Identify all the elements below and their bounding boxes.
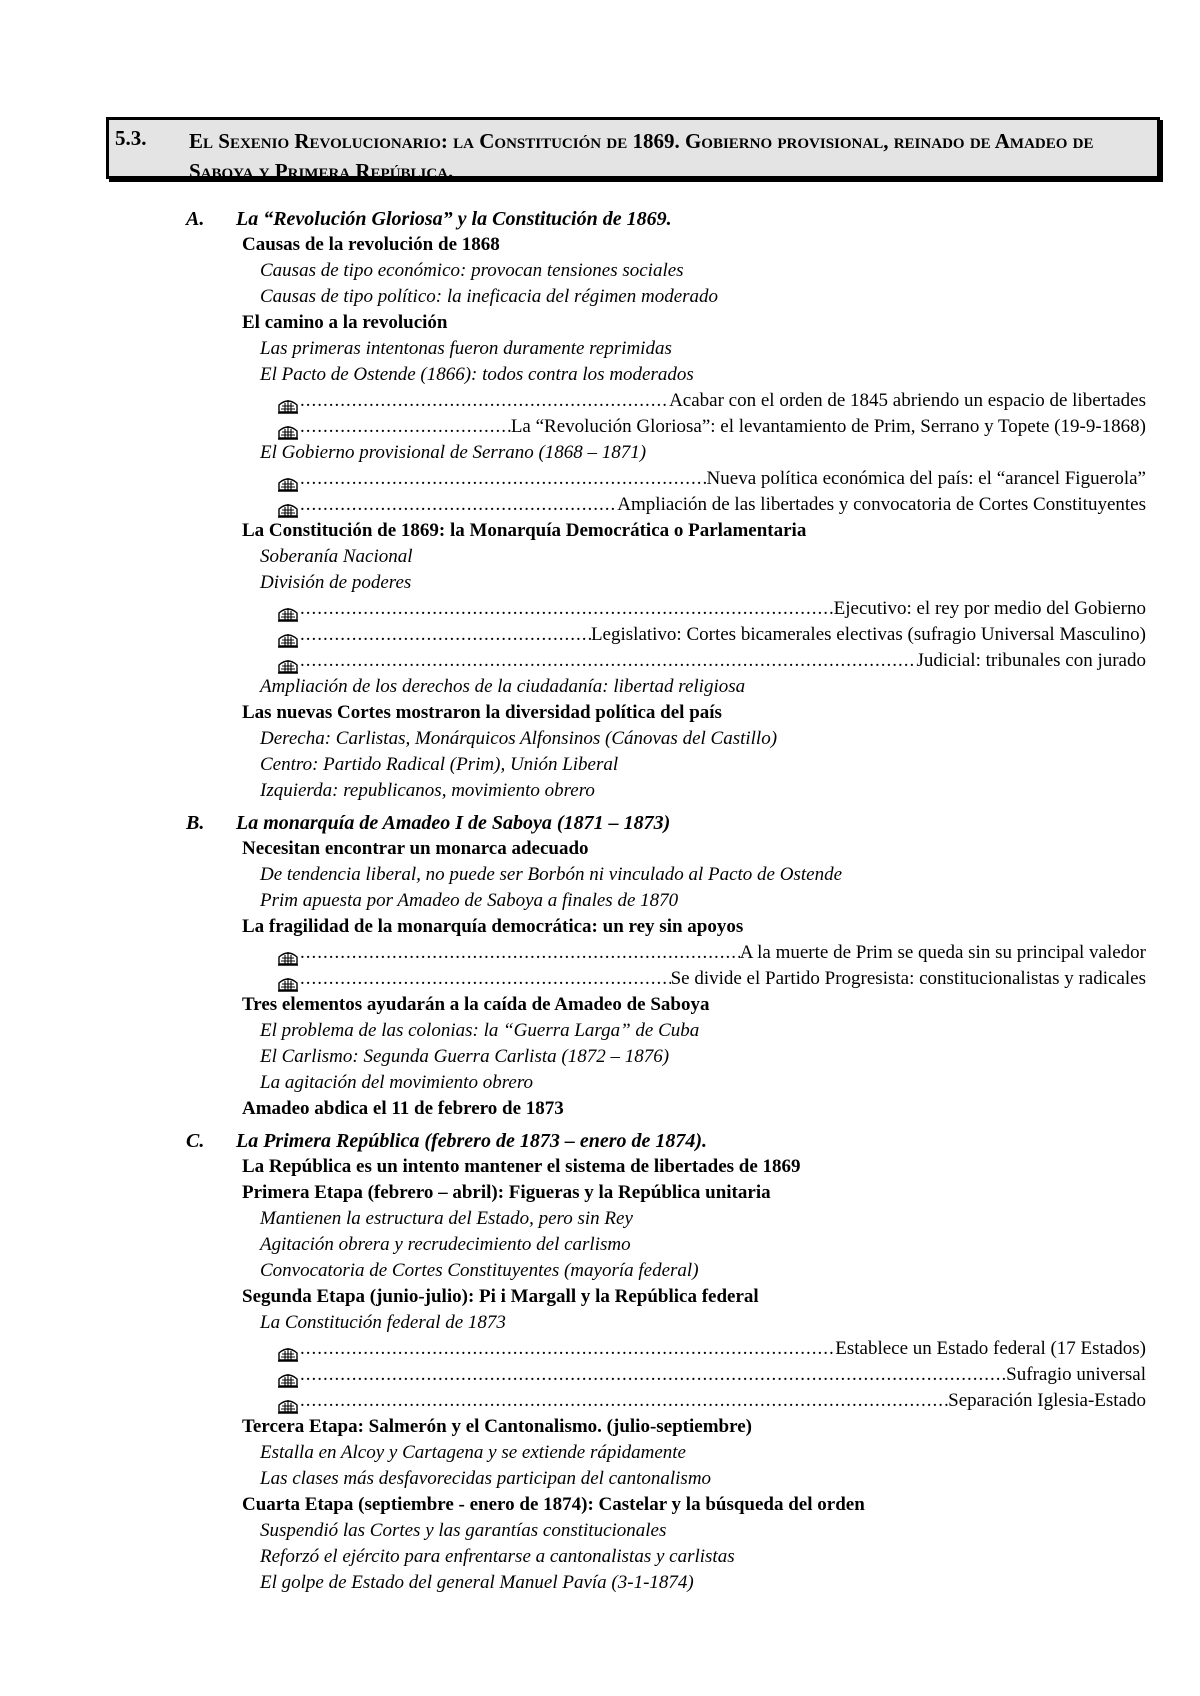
bullet-text: Sufragio universal [1006, 1364, 1146, 1385]
detail-line: Estalla en Alcoy y Cartagena y se extiende rápidamente [260, 1442, 686, 1463]
dotted-bullet-item [278, 1388, 1146, 1414]
temple-bullet-icon [278, 948, 298, 966]
detail-line: Causas de tipo económico: provocan tensiones sociales [260, 260, 684, 281]
temple-bullet-icon [278, 1370, 298, 1388]
bullet-text: Nueva política económica del país: el “arancel Figuerola” [706, 468, 1146, 489]
dot-leader [300, 466, 707, 492]
detail-line: La agitación del movimiento obrero [260, 1072, 534, 1093]
subheading: Tercera Etapa: Salmerón y el Cantonalismo. (julio-septiembre) [242, 1416, 752, 1437]
bullet-text: Separación Iglesia-Estado [948, 1390, 1146, 1411]
dotted-bullet-item [278, 1362, 1146, 1388]
detail-line: Ampliación de los derechos de la ciudadanía: libertad religiosa [260, 676, 746, 697]
dot-leader [300, 388, 669, 414]
dot-leader [300, 492, 617, 518]
dot-leader [300, 1388, 948, 1414]
bullet-text: Judicial: tribunales con jurado [916, 650, 1146, 671]
detail-line: Agitación obrera y recrudecimiento del carlismo [260, 1234, 631, 1255]
detail-line: Izquierda: republicanos, movimiento obrero [260, 780, 595, 801]
subheading: Las nuevas Cortes mostraron la diversidad política del país [242, 702, 722, 723]
dot-leader [300, 1362, 1006, 1388]
section-title: La “Revolución Gloriosa” y la Constitución de 1869. [236, 208, 672, 230]
temple-bullet-icon [278, 974, 298, 992]
detail-line: De tendencia liberal, no puede ser Borbón ni vinculado al Pacto de Ostende [260, 864, 843, 885]
subheading: El camino a la revolución [242, 312, 448, 333]
subheading: La Constitución de 1869: la Monarquía Democrática o Parlamentaria [242, 520, 807, 541]
detail-line: El problema de las colonias: la “Guerra Larga” de Cuba [260, 1020, 700, 1041]
detail-line: Prim apuesta por Amadeo de Saboya a finales de 1870 [260, 890, 679, 911]
dot-leader [300, 622, 591, 648]
dot-leader [300, 648, 916, 674]
temple-bullet-icon [278, 630, 298, 648]
subheading: Segunda Etapa (junio-julio): Pi i Margall y la República federal [242, 1286, 759, 1307]
subheading: Cuarta Etapa (septiembre - enero de 1874): Castelar y la búsqueda del orden [242, 1494, 865, 1515]
bullet-text: Establece un Estado federal (17 Estados) [835, 1338, 1146, 1359]
temple-bullet-icon [278, 604, 298, 622]
section-title: La monarquía de Amadeo I de Saboya (1871 – 1873) [236, 812, 671, 834]
detail-line: Causas de tipo político: la ineficacia del régimen moderado [260, 286, 719, 307]
bullet-text: Legislativo: Cortes bicamerales electivas (sufragio Universal Masculino) [590, 624, 1146, 645]
section-letter: C. [186, 1130, 205, 1152]
heading-box [106, 117, 1160, 183]
heading-number: 5.3. [115, 126, 147, 150]
detail-line: La Constitución federal de 1873 [260, 1312, 506, 1333]
dot-leader [300, 596, 834, 622]
bullet-text: A la muerte de Prim se queda sin su principal valedor [739, 942, 1146, 963]
section-letter: B. [186, 812, 205, 834]
subheading: Causas de la revolución de 1868 [242, 234, 500, 255]
subheading: La República es un intento mantener el sistema de libertades de 1869 [242, 1156, 801, 1177]
dotted-bullet-item [278, 940, 1146, 966]
temple-bullet-icon [278, 656, 298, 674]
detail-line: Derecha: Carlistas, Monárquicos Alfonsinos (Cánovas del Castillo) [260, 728, 778, 749]
detail-line: Reforzó el ejército para enfrentarse a cantonalistas y carlistas [260, 1546, 735, 1567]
detail-line: Convocatoria de Cortes Constituyentes (mayoría federal) [260, 1260, 699, 1281]
detail-line: El Carlismo: Segunda Guerra Carlista (1872 – 1876) [260, 1046, 670, 1067]
detail-line: Soberanía Nacional [260, 546, 413, 567]
detail-line: El golpe de Estado del general Manuel Pavía (3-1-1874) [260, 1572, 694, 1593]
dot-leader [300, 966, 671, 992]
section-title: La Primera República (febrero de 1873 – enero de 1874). [236, 1130, 708, 1152]
detail-line: División de poderes [260, 572, 412, 593]
temple-bullet-icon [278, 474, 298, 492]
dotted-bullet-item [278, 466, 1146, 492]
temple-bullet-icon [278, 1396, 298, 1414]
section-letter: A. [186, 208, 205, 230]
bullet-text: Ampliación de las libertades y convocatoria de Cortes Constituyentes [617, 494, 1146, 515]
detail-line: El Gobierno provisional de Serrano (1868 – 1871) [260, 442, 647, 463]
dotted-bullet-item [278, 648, 1146, 674]
detail-line: El Pacto de Ostende (1866): todos contra los moderados [260, 364, 694, 385]
detail-line: Las clases más desfavorecidas participan del cantonalismo [260, 1468, 712, 1489]
bullet-text: La “Revolución Gloriosa”: el levantamiento de Prim, Serrano y Topete (19-9-1868) [510, 416, 1146, 437]
temple-bullet-icon [278, 396, 298, 414]
detail-line: Centro: Partido Radical (Prim), Unión Liberal [260, 754, 619, 775]
dotted-bullet-item [278, 1336, 1146, 1362]
dot-leader [300, 414, 511, 440]
detail-line: Las primeras intentonas fueron duramente reprimidas [260, 338, 672, 359]
dotted-bullet-item [278, 492, 1146, 518]
detail-line: Suspendió las Cortes y las garantías constitucionales [260, 1520, 667, 1541]
subheading: La fragilidad de la monarquía democrática: un rey sin apoyos [242, 916, 744, 937]
bullet-text: Ejecutivo: el rey por medio del Gobierno [833, 598, 1146, 619]
heading-title: El Sexenio Revolucionario: la Constitución de 1869. Gobierno provisional, reinado de Amadeo de Saboya y Primera República. [189, 129, 1094, 183]
dotted-bullet-item [278, 622, 1146, 648]
dot-leader [300, 940, 740, 966]
temple-bullet-icon [278, 500, 298, 518]
dotted-bullet-item [278, 388, 1146, 414]
subheading: Necesitan encontrar un monarca adecuado [242, 838, 589, 859]
temple-bullet-icon [278, 1344, 298, 1362]
subheading: Amadeo abdica el 11 de febrero de 1873 [242, 1098, 564, 1119]
dotted-bullet-item [278, 966, 1146, 992]
subheading: Primera Etapa (febrero – abril): Figueras y la República unitaria [242, 1182, 771, 1203]
bullet-text: Se divide el Partido Progresista: constitucionalistas y radicales [670, 968, 1146, 989]
bullet-text: Acabar con el orden de 1845 abriendo un espacio de libertades [669, 390, 1146, 411]
detail-line: Mantienen la estructura del Estado, pero sin Rey [260, 1208, 633, 1229]
dot-leader [300, 1336, 835, 1362]
dotted-bullet-item [278, 596, 1146, 622]
dotted-bullet-item [278, 414, 1146, 440]
temple-bullet-icon [278, 422, 298, 440]
subheading: Tres elementos ayudarán a la caída de Amadeo de Saboya [242, 994, 710, 1015]
